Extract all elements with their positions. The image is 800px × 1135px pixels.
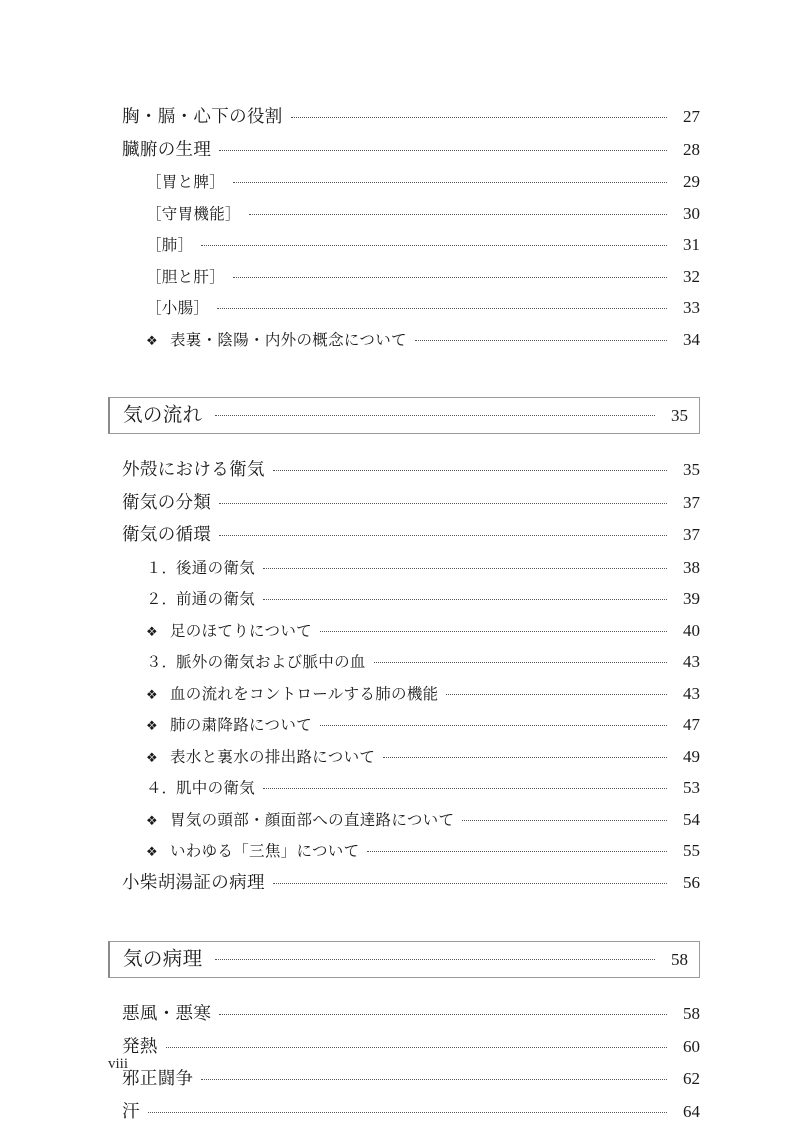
toc-entry-page-number: 47 (683, 715, 700, 734)
toc-entry-label: 後通の衛気 (176, 559, 256, 577)
toc-entry[interactable] (108, 1005, 700, 1023)
chapter-title: 気の流れ (123, 404, 203, 426)
toc-entry-page-number: 43 (683, 652, 700, 671)
toc-entry-label: 胃気の頭部・顔面部への直達路について (170, 811, 455, 829)
toc-entry-label: 表水と裏水の排出路について (170, 748, 376, 766)
toc-entry-page-number: 54 (683, 809, 700, 829)
diamond-bullet-icon: ❖ (146, 718, 158, 733)
dot-leader (219, 1013, 667, 1015)
toc-entry[interactable] (108, 590, 700, 608)
dot-leader (233, 276, 667, 278)
dot-leader (383, 756, 667, 758)
dot-leader (215, 958, 655, 960)
dot-leader (273, 469, 667, 471)
dot-leader (201, 1078, 667, 1080)
entry-number: ２． (146, 591, 178, 608)
dot-leader (219, 534, 667, 536)
dot-leader (291, 116, 667, 118)
spacer (108, 906, 700, 941)
toc-entry[interactable] (108, 299, 700, 317)
toc-entry[interactable] (108, 748, 700, 766)
dot-leader (263, 787, 667, 789)
spacer (108, 978, 700, 1005)
entries-top (108, 108, 700, 348)
toc-entry-page-number: 33 (683, 298, 700, 317)
toc-entry[interactable] (108, 716, 700, 734)
chapter-title: 気の病理 (123, 948, 203, 970)
toc-entry-label: 肌中の衛気 (176, 780, 256, 797)
toc-entry-page-number: 49 (683, 746, 700, 766)
chapter-heading-box[interactable] (108, 397, 700, 434)
toc-entry[interactable] (108, 331, 700, 349)
toc-entry-page-number: 39 (683, 589, 700, 608)
toc-entry-page-number: 53 (683, 778, 700, 797)
toc-entry-page-number: 38 (683, 557, 700, 577)
toc-entry[interactable] (108, 653, 700, 671)
toc-entry[interactable] (108, 205, 700, 223)
dot-leader (462, 819, 667, 821)
toc-entry-page-number: 27 (683, 107, 700, 126)
toc-entry-label: ［守胃機能］ (146, 205, 241, 223)
toc-entry-label: 汗 (122, 1100, 140, 1121)
chapter-page-number: 58 (671, 949, 688, 969)
toc-entry-label: 衛気の循環 (122, 524, 212, 544)
dot-leader (166, 1046, 667, 1048)
toc-entry-page-number: 40 (683, 620, 700, 640)
toc-entry-list (108, 108, 700, 1135)
toc-entry[interactable] (108, 1035, 700, 1056)
toc-entry[interactable] (108, 138, 700, 159)
spacer (108, 362, 700, 397)
toc-entry-label: ［胃と脾］ (146, 174, 226, 191)
dot-leader (415, 339, 667, 341)
dot-leader (233, 181, 667, 183)
dot-leader (215, 414, 655, 416)
toc-entry[interactable] (108, 1070, 700, 1088)
diamond-bullet-icon: ❖ (146, 686, 158, 702)
dot-leader (219, 149, 667, 151)
toc-entry[interactable] (108, 622, 700, 640)
diamond-bullet-icon: ❖ (146, 623, 158, 639)
toc-entry[interactable] (108, 526, 700, 544)
dot-leader (446, 693, 667, 695)
chapter-ki-no-byori (108, 906, 700, 1120)
toc-entry-label: いわゆる「三焦」について (170, 843, 360, 860)
chapter-heading-row (123, 950, 688, 970)
diamond-bullet-icon: ❖ (146, 844, 158, 859)
chapter-page-number: 35 (671, 405, 688, 425)
dot-leader (263, 598, 667, 600)
toc-entry[interactable] (108, 236, 700, 254)
toc-entry-label: 前通の衛気 (176, 591, 256, 608)
dot-leader (273, 882, 667, 884)
dot-leader (217, 307, 667, 309)
dot-leader (320, 724, 667, 726)
dot-leader (249, 213, 667, 215)
toc-entry[interactable] (108, 108, 700, 126)
toc-entry[interactable] (108, 685, 700, 703)
toc-entry-page-number: 62 (683, 1069, 700, 1088)
chapter-heading-row (123, 406, 688, 426)
toc-entry-label: 悪風・悪寒 (122, 1003, 212, 1023)
toc-entry-page-number: 64 (683, 1101, 700, 1121)
toc-entry[interactable] (108, 779, 700, 797)
entry-number: １． (146, 559, 178, 577)
toc-entry[interactable] (108, 1100, 700, 1121)
toc-entry-label: 臓腑の生理 (122, 138, 212, 159)
dot-leader (148, 1111, 667, 1113)
toc-entry-label: 小柴胡湯証の病理 (122, 871, 265, 892)
toc-entry-page-number: 55 (683, 841, 700, 860)
dot-leader (320, 630, 667, 632)
dot-leader (374, 661, 667, 663)
toc-entry-page-number: 37 (683, 492, 700, 512)
spacer (108, 434, 700, 461)
toc-entry[interactable] (108, 871, 700, 892)
toc-entry-page-number: 29 (683, 172, 700, 191)
toc-entry-label: 衛気の分類 (122, 491, 212, 512)
chapter-heading-box[interactable] (108, 941, 700, 978)
dot-leader (263, 567, 667, 569)
toc-entry[interactable] (108, 811, 700, 829)
toc-entry[interactable] (108, 268, 700, 286)
toc-entry-label: 肺の粛降路について (170, 717, 312, 734)
toc-entry-page-number: 37 (683, 525, 700, 544)
toc-entry[interactable] (108, 559, 700, 577)
toc-entry-label: 外殻における衛気 (122, 459, 265, 479)
toc-entry-page-number: 58 (683, 1004, 700, 1023)
toc-entry-page-number: 30 (683, 203, 700, 223)
diamond-bullet-icon: ❖ (146, 332, 158, 348)
toc-entry[interactable] (108, 173, 700, 191)
toc-entry[interactable] (108, 491, 700, 512)
dot-leader (367, 850, 667, 852)
dot-leader (219, 502, 667, 504)
toc-entry-label: 邪正闘争 (122, 1068, 194, 1088)
toc-entry-page-number: 32 (683, 266, 700, 286)
entry-number: ４． (146, 780, 178, 797)
toc-entry-page-number: 43 (683, 683, 700, 703)
toc-entry-page-number: 31 (683, 235, 700, 254)
diamond-bullet-icon: ❖ (146, 749, 158, 765)
toc-entry[interactable] (108, 461, 700, 479)
dot-leader (201, 244, 667, 246)
toc-entry-label: 脈外の衛気および脈中の血 (176, 654, 366, 671)
toc-entry-page-number: 28 (683, 139, 700, 159)
toc-entry-label: ［胆と肝］ (146, 268, 226, 286)
toc-entry-label: 足のほてりについて (170, 622, 312, 640)
toc-entry-label: ［肺］ (146, 237, 194, 254)
chapter-ki-no-nagare (108, 362, 700, 891)
toc-entry-page-number: 35 (683, 460, 700, 479)
entry-number: ３． (146, 654, 178, 671)
toc-entry-page-number: 60 (683, 1036, 700, 1056)
toc-entry[interactable] (108, 842, 700, 860)
diamond-bullet-icon: ❖ (146, 812, 158, 828)
toc-entry-label: 胸・膈・心下の役割 (122, 106, 283, 126)
toc-entry-label: 表裏・陰陽・内外の概念について (170, 331, 407, 349)
page-folio: viii (108, 1056, 129, 1072)
toc-entry-label: ［小腸］ (146, 300, 210, 317)
toc-entry-page-number: 34 (683, 329, 700, 349)
toc-entry-label: 発熱 (122, 1035, 158, 1056)
toc-entry-label: 血の流れをコントロールする肺の機能 (170, 685, 439, 703)
toc-entry-page-number: 56 (683, 872, 700, 892)
